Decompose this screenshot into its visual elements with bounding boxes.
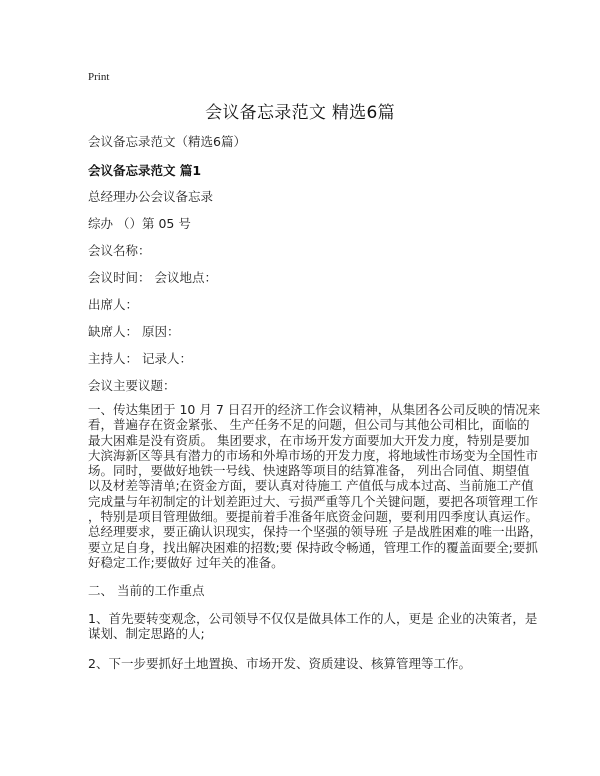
paragraph-line: 总经理要求，要正确认识现实，保持一个坚强的领导班 子是战胜困难的唯一出路， bbox=[88, 524, 542, 540]
attendees-field: 出席人： bbox=[88, 297, 139, 312]
print-label: Print bbox=[88, 71, 110, 83]
paragraph-line: 要立足自身，找出解决困难的招数;要 保持政令畅通，管理工作的覆盖面要全;要抓 bbox=[88, 539, 538, 555]
memo-number: 综办 （）第 05 号 bbox=[88, 216, 191, 231]
paragraph-line: 最大困难是没有资质。 集团要求，在市场开发方面要加大开发力度，特别是要加 bbox=[88, 432, 530, 448]
paragraph-line: 1、首先要转变观念，公司领导不仅仅是做具体工作的人，更是 企业的决策者，是 bbox=[88, 611, 538, 626]
paragraph-line: 看，普遍存在资金紧张、 生产任务不足的问题，但公司与其他公司相比，面临的 bbox=[88, 417, 530, 433]
absentees-field: 缺席人： 原因： bbox=[88, 324, 180, 339]
paragraph-line: 场。同时，要做好地铁一号线、快速路等项目的结算准备， 列出合同值、期望值 bbox=[88, 463, 530, 479]
host-recorder-field: 主持人： 记录人： bbox=[88, 351, 192, 366]
paragraph-line: 以及材差等清单;在资金方面，要认真对待施工 产值低与成本过高、当前施工产值 bbox=[88, 478, 534, 494]
document-subtitle: 会议备忘录范文（精选6篇） bbox=[88, 134, 246, 149]
item-1 bbox=[88, 611, 538, 642]
meeting-time-place-field: 会议时间： 会议地点： bbox=[88, 270, 217, 285]
paragraph-1 bbox=[88, 402, 542, 570]
paragraph-line: 好稳定工作;要做好 过年关的准备。 bbox=[88, 554, 284, 570]
paragraph-line: 一、传达集团于 10 月 7 日召开的经济工作会议精神，从集团各公司反映的情况来 bbox=[88, 402, 541, 417]
paragraph-line: 谋划、制定思路的人; bbox=[88, 626, 205, 642]
memo-header: 总经理办公会议备忘录 bbox=[88, 189, 214, 204]
topics-label: 会议主要议题： bbox=[88, 378, 176, 393]
paragraph-line: 大滨海新区等具有潜力的市场和外埠市场的开发力度，将地域性市场变为全国性市 bbox=[88, 447, 539, 463]
paragraph-line: 完成量与年初制定的计划差距过大、亏损严重等几个关键问题，要把各项管理工作 bbox=[88, 493, 539, 509]
section-heading: 会议备忘录范文 篇1 bbox=[88, 163, 202, 178]
paragraph-line: ，特别是项目管理做细。要提前着手准备年底资金问题，要利用四季度认真运作。 bbox=[88, 509, 539, 525]
section-2-heading: 二、 当前的工作重点 bbox=[88, 583, 205, 598]
item-2: 2、下一步要抓好土地置换、市场开发、资质建设、核算管理等工作。 bbox=[88, 656, 471, 671]
meeting-name-field: 会议名称： bbox=[88, 243, 151, 258]
document-title: 会议备忘录范文 精选6篇 bbox=[205, 103, 395, 123]
